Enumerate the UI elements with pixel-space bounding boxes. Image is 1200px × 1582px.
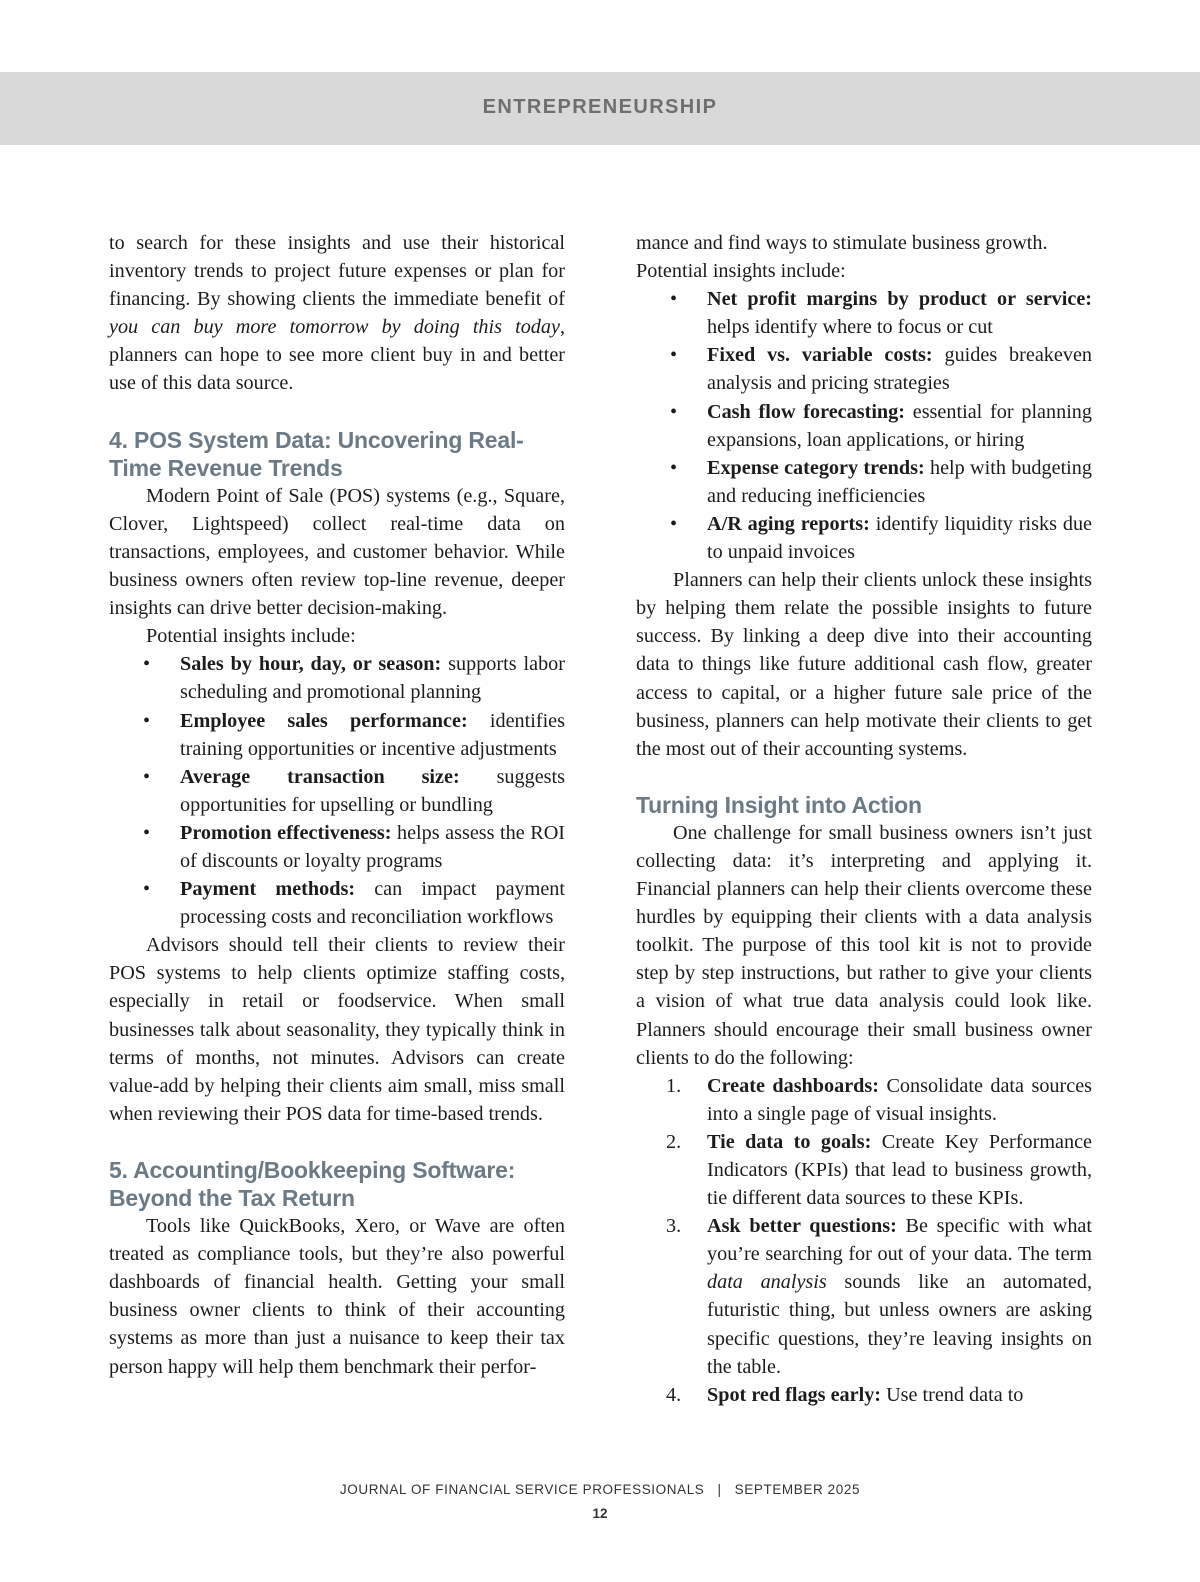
bullet-icon: • — [670, 512, 678, 535]
list-item: • Sales by hour, day, or season: supports labor scheduling and promotional planning — [109, 650, 565, 706]
list-item: 2. Tie data to goals: Create Key Performance Indicators (KPIs) that lead to business growth, tie different data sources to these KPIs. — [666, 1130, 1092, 1210]
intro-paragraph: to search for these insights and use their historical inventory trends to project future expenses or plan for financing. By showing clients the immediate benefit of you can buy more tomorrow by doing this today, planners can hope to see more client buy in and better use of this data source. — [109, 232, 565, 395]
section-title: ENTREPRENEURSHIP — [482, 96, 718, 118]
list-item: 4. Spot red flags early: Use trend data to — [666, 1383, 1024, 1406]
bullet-icon: • — [670, 456, 678, 479]
accounting-insights-list — [636, 285, 1092, 566]
page-number: 12 — [592, 1506, 608, 1521]
bullet-icon: • — [143, 821, 151, 844]
footer-separator: | — [717, 1482, 722, 1497]
accounting-insights-intro: Potential insights include: — [636, 260, 846, 283]
section-5-heading: 5. Accounting/Bookkeeping Software: Beyond the Tax Return — [109, 1156, 516, 1211]
bullet-icon: • — [143, 765, 151, 788]
footer-journal-line — [0, 1482, 1200, 1497]
list-item: • A/R aging reports: identify liquidity risks due to unpaid invoices — [636, 510, 1092, 566]
pos-insights-list — [109, 650, 565, 931]
continuation-paragraph: mance and find ways to stimulate business growth. — [636, 232, 1048, 254]
section-4-paragraph-1: Modern Point of Sale (POS) systems (e.g., Square, Clover, Lightspeed) collect real-time data on transactions, employees, and customer behavior. While business owners often review top-line revenue, deeper insights can drive better decision-making. — [109, 484, 565, 620]
list-item: • Net profit margins by product or service: helps identify where to focus or cut — [636, 285, 1092, 341]
left-column — [109, 229, 565, 1381]
journal-name: JOURNAL OF FINANCIAL SERVICE PROFESSIONALS — [339, 1482, 705, 1497]
list-item: 3. Ask better questions: Be specific with what you’re searching for out of your data. The term data analysis sounds like an automated, futuristic thing, but unless owners are asking specific questions, they’re leaving insights on the table. — [666, 1215, 1093, 1378]
section-4-heading: 4. POS System Data: Uncovering Real-Time Revenue Trends — [109, 426, 524, 481]
list-item: • Payment methods: can impact payment processing costs and reconciliation workflows — [109, 875, 565, 931]
right-column — [636, 229, 1092, 1409]
action-steps-list — [636, 1072, 1092, 1409]
list-item: • Fixed vs. variable costs: guides breakeven analysis and pricing strategies — [636, 341, 1092, 397]
issue-date: SEPTEMBER 2025 — [734, 1482, 861, 1497]
bullet-icon: • — [670, 400, 678, 423]
bullet-icon: • — [670, 288, 678, 311]
list-item: 1. Create dashboards: Consolidate data sources into a single page of visual insights. — [666, 1074, 1093, 1125]
list-item: • Average transaction size: suggests opportunities for upselling or bundling — [109, 763, 565, 819]
section-banner — [0, 72, 1200, 145]
list-item: • Promotion effectiveness: helps assess the ROI of discounts or loyalty programs — [109, 819, 565, 875]
bullet-icon: • — [143, 709, 151, 732]
list-item: • Employee sales performance: identifies training opportunities or incentive adjustments — [109, 707, 565, 763]
turning-insight-paragraph: One challenge for small business owners isn’t just collecting data: it’s interpreting and applying it. Financial planners can help their clients overcome these hurdles by equipping their clients with a data analysis toolkit. The purpose of this tool kit is not to provide step by step instructions, but rather to give your clients a vision of what true data analysis could look like. Planners should encourage their small business owner clients to do the following: — [636, 821, 1092, 1069]
unlock-insights-paragraph: Planners can help their clients unlock these insights by helping them relate the possible insights to future success. By linking a deep dive into their accounting data to things like future additional cash flow, greater access to capital, or a higher future sale price of the business, planners can help motivate their clients to get the most out of their accounting systems. — [636, 569, 1092, 760]
list-item: • Cash flow forecasting: essential for planning expansions, loan applications, or hiring — [636, 398, 1092, 454]
bullet-icon: • — [143, 653, 151, 676]
section-5-paragraph-1: Tools like QuickBooks, Xero, or Wave are often treated as compliance tools, but they’re also powerful dashboards of financial health. Getting your small business owner clients to think of their accounting systems as more than just a nuisance to keep their tax person happy will help them benchmark their perfor- — [109, 1215, 565, 1378]
list-item: • Expense category trends: help with budgeting and reducing inefficiencies — [636, 454, 1092, 510]
section-4-insights-intro: Potential insights include: — [146, 625, 356, 648]
bullet-icon: • — [143, 878, 151, 901]
turning-insight-heading: Turning Insight into Action — [636, 791, 922, 818]
bullet-icon: • — [670, 344, 678, 367]
section-4-paragraph-3: Advisors should tell their clients to review their POS systems to help clients optimize staffing costs, especially in retail or foodservice. When small businesses talk about seasonality, they typically think in terms of months, not minutes. Advisors can create value-add by helping their clients aim small, miss small when reviewing their POS data for time-based trends. — [109, 934, 565, 1125]
